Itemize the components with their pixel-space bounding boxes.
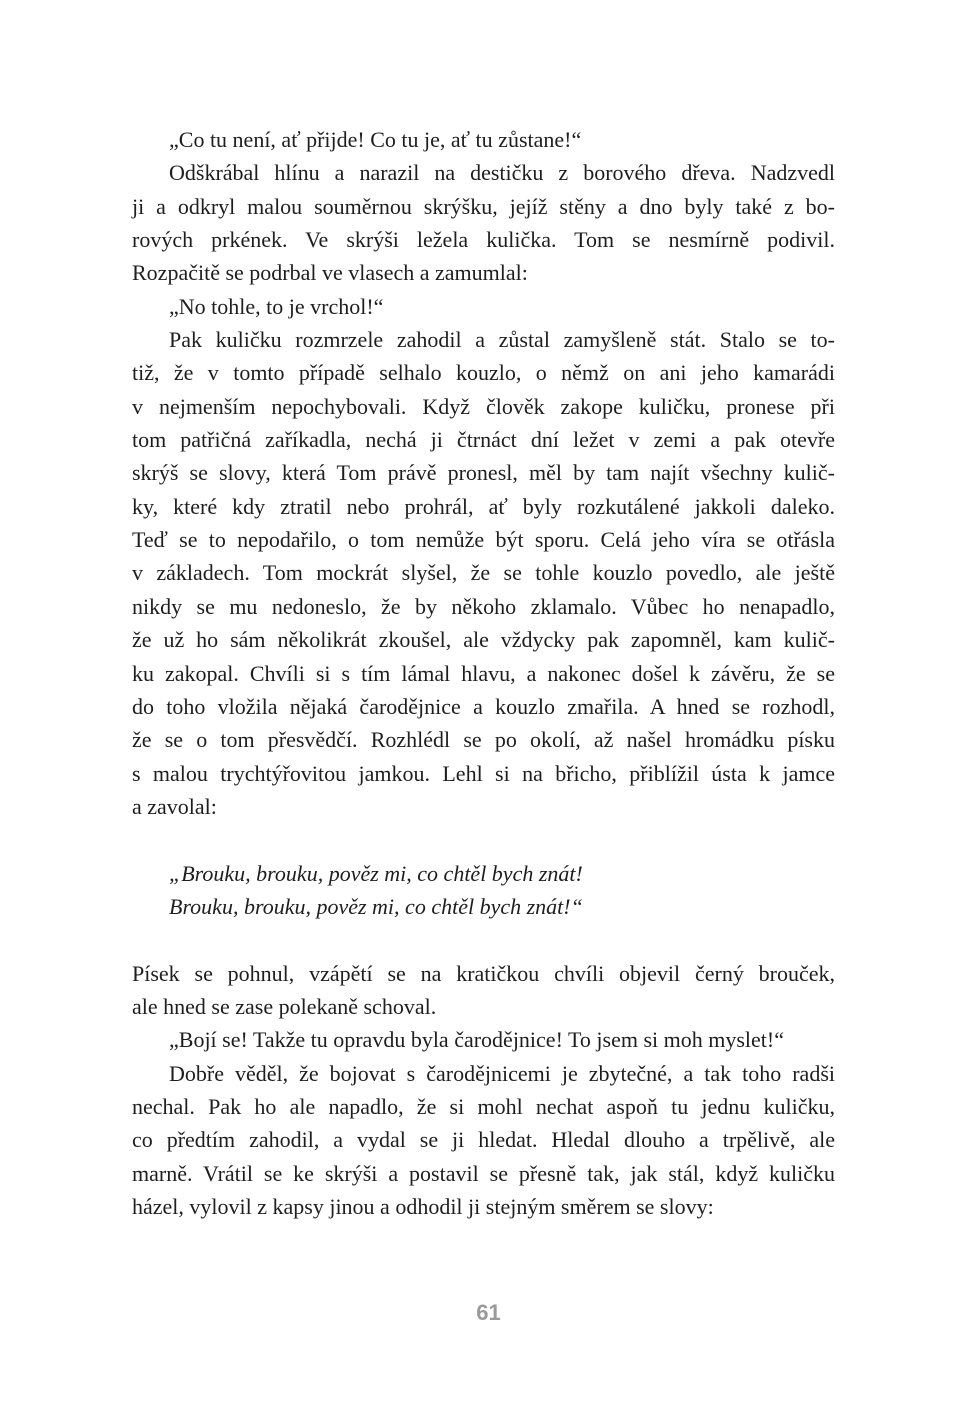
paragraph [132,156,835,289]
text-line: do toho vložila nějaká čarodějnice a kouzlo zmařila. A hned se rozhodl, [132,693,835,719]
text-line: Dobře věděl, že bojovat s čarodějnicemi je zbytečné, a tak toho radši [169,1060,835,1086]
text-line: Brouku, brouku, pověz mi, co chtěl bych znát!“ [169,893,583,919]
paragraph [132,323,835,823]
paragraph [132,1057,835,1224]
text-line: ale hned se zase polekaně schoval. [132,993,437,1019]
text-line: házel, vylovil z kapsy jinou a odhodil ji stejným směrem se slovy: [132,1194,714,1219]
text-line: rových prkének. Ve skrýši ležela kulička. Tom se nesmírně podivil. [132,227,835,253]
text-line: že se o tom přesvědčí. Rozhlédl se po okolí, až našel hromádku písku [132,727,835,753]
text-line: ky, které kdy ztratil nebo prohrál, ať byly rozkutálené jakkoli daleko. [132,493,835,519]
paragraph [132,1023,835,1056]
text-line: „No tohle, to je vrchol!“ [169,293,384,319]
page-number: 61 [476,1300,501,1325]
text-line: nikdy se mu nedoneslo, že by někoho zklamalo. Vůbec ho nenapadlo, [132,593,835,619]
text-line: „Bojí se! Takže tu opravdu byla čarodějnice! To jsem si moh myslet!“ [169,1027,784,1053]
page-body-text [132,123,835,1223]
text-line: tiž, že v tomto případě selhalo kouzlo, o němž on ani jeho kamarádi [132,360,835,386]
text-line: „Brouku, brouku, pověz mi, co chtěl bych znát! [169,860,583,886]
text-line: ku zakopal. Chvíli si s tím lámal hlavu, a nakonec došel k závěru, že se [132,660,835,686]
text-line: tom patřičná zaříkadla, nechá ji čtrnáct dní ležet v zemi a pak otevře [132,427,835,453]
text-line: Rozpačitě se podrbal ve vlasech a zamumlal: [132,260,528,286]
text-line: co předtím zahodil, a vydal se ji hledat. Hledal dlouho a trpělivě, ale [132,1127,835,1153]
text-line: Pak kuličku rozmrzele zahodil a zůstal zamyšleně stát. Stalo se to- [169,327,835,353]
paragraph [132,123,835,156]
paragraph [132,290,835,323]
text-line: a zavolal: [132,793,217,819]
text-line: ji a odkryl malou souměrnou skrýšku, jejíž stěny a dno byly také z bo- [132,193,835,219]
text-line: „Co tu není, ať přijde! Co tu je, ať tu zůstane!“ [169,127,582,152]
paragraph [132,957,835,1024]
text-line: Písek se pohnul, vzápětí se na kratičkou chvíli objevil černý brouček, [132,960,835,986]
verse-block [132,857,835,924]
text-line: v základech. Tom mockrát slyšel, že se tohle kouzlo povedlo, ale ještě [132,560,835,586]
text-line: v nejmenším nepochybovali. Když člověk zakope kuličku, pronese při [132,393,835,419]
text-line: marně. Vrátil se ke skrýši a postavil se přesně tak, jak stál, když kuličku [132,1160,835,1186]
text-line: Odškrábal hlínu a narazil na destičku z borového dřeva. Nadzvedl [169,160,835,186]
text-line: že už ho sám několikrát zkoušel, ale vždycky pak zapomněl, kam kulič- [132,627,835,653]
text-line: skrýš se slovy, která Tom právě pronesl, měl by tam najít všechny kulič- [132,460,835,486]
text-line: s malou trychtýřovitou jamkou. Lehl si na břicho, přiblížil ústa k jamce [132,760,835,786]
text-line: Teď se to nepodařilo, o tom nemůže být sporu. Celá jeho víra se otřásla [132,527,835,553]
text-line: nechal. Pak ho ale napadlo, že si mohl nechat aspoň tu jednu kuličku, [132,1093,835,1119]
